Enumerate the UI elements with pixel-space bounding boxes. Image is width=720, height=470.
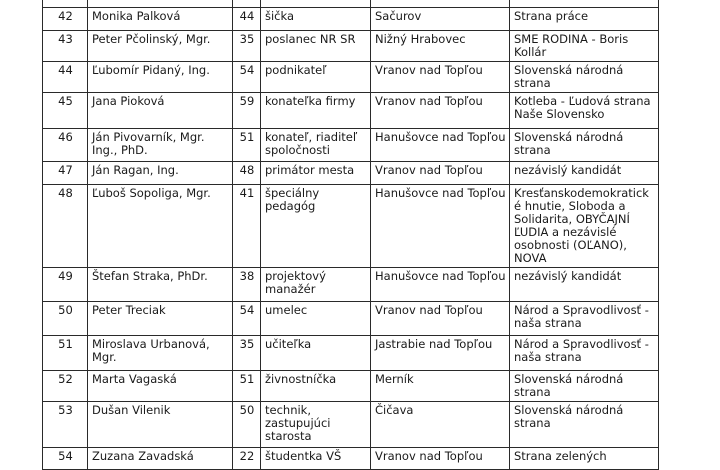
- candidate-age: 51: [233, 371, 261, 402]
- candidate-number: 49: [43, 268, 88, 302]
- candidate-number: 48: [43, 185, 88, 268]
- candidate-occupation: šička: [261, 8, 371, 31]
- table-row: [43, 62, 659, 93]
- candidate-residence: Hanušovce nad Topľou: [371, 129, 510, 162]
- candidate-number: 46: [43, 129, 88, 162]
- table-row: [43, 0, 659, 8]
- candidate-occupation: technik, zastupujúci starosta: [261, 402, 371, 448]
- candidate-name: Dušan Vilenik: [88, 402, 233, 448]
- candidate-occupation: poslanec NR SR: [261, 31, 371, 62]
- candidate-residence: Merník: [371, 371, 510, 402]
- candidate-party: Strana zelených: [510, 448, 659, 470]
- candidate-age: 48: [233, 162, 261, 185]
- candidate-name: Ján Pivovarník, Mgr. Ing., PhD.: [88, 129, 233, 162]
- table-row: [43, 185, 659, 268]
- candidate-name: Miroslava Urbanová, Mgr.: [88, 336, 233, 371]
- candidate-occupation: učiteľka: [261, 336, 371, 371]
- candidate-residence: Vranov nad Topľou: [371, 448, 510, 470]
- table-row: [43, 8, 659, 31]
- candidate-residence: [371, 0, 510, 8]
- candidate-name: Ľubomír Pidaný, Ing.: [88, 62, 233, 93]
- table-row: [43, 31, 659, 62]
- candidate-number: 50: [43, 302, 88, 336]
- table-row: [43, 162, 659, 185]
- table-row: [43, 336, 659, 371]
- candidate-number: 47: [43, 162, 88, 185]
- candidate-residence: Jastrabie nad Topľou: [371, 336, 510, 371]
- table-row: [43, 448, 659, 470]
- candidate-party: [510, 0, 659, 8]
- candidate-name: Ján Ragan, Ing.: [88, 162, 233, 185]
- candidate-occupation: špeciálny pedagóg: [261, 185, 371, 268]
- candidate-age: [233, 0, 261, 8]
- candidate-party: SME RODINA - Boris Kollár: [510, 31, 659, 62]
- candidate-age: 59: [233, 93, 261, 129]
- candidate-number: 44: [43, 62, 88, 93]
- candidate-name: Marta Vagaská: [88, 371, 233, 402]
- candidate-party: Národ a Spravodlivosť - naša strana: [510, 302, 659, 336]
- candidate-occupation: [261, 0, 371, 8]
- candidate-occupation: umelec: [261, 302, 371, 336]
- candidate-residence: Vranov nad Topľou: [371, 302, 510, 336]
- candidate-occupation: živnostníčka: [261, 371, 371, 402]
- candidate-name: [88, 0, 233, 8]
- candidate-occupation: projektový manažér: [261, 268, 371, 302]
- candidate-name: Jana Pioková: [88, 93, 233, 129]
- candidate-age: 54: [233, 62, 261, 93]
- candidate-number: 53: [43, 402, 88, 448]
- candidate-party: Slovenská národná strana: [510, 402, 659, 448]
- candidate-residence: Vranov nad Topľou: [371, 162, 510, 185]
- candidate-residence: Sačurov: [371, 8, 510, 31]
- candidate-age: 54: [233, 302, 261, 336]
- candidate-party: Strana práce: [510, 8, 659, 31]
- candidate-number: [43, 0, 88, 8]
- candidate-name: Peter Treciak: [88, 302, 233, 336]
- candidate-number: 42: [43, 8, 88, 31]
- candidate-name: Zuzana Zavadská: [88, 448, 233, 470]
- table-row: [43, 268, 659, 302]
- candidate-residence: Nižný Hrabovec: [371, 31, 510, 62]
- candidate-name: Monika Palková: [88, 8, 233, 31]
- table-row: [43, 302, 659, 336]
- candidate-name: Ľuboš Sopoliga, Mgr.: [88, 185, 233, 268]
- table-row: [43, 402, 659, 448]
- table-row: [43, 371, 659, 402]
- candidate-table-body: [43, 0, 659, 470]
- candidate-residence: Hanušovce nad Topľou: [371, 268, 510, 302]
- candidate-occupation: podnikateľ: [261, 62, 371, 93]
- candidate-party: Kotleba - Ľudová strana Naše Slovensko: [510, 93, 659, 129]
- candidate-number: 52: [43, 371, 88, 402]
- candidate-residence: Hanušovce nad Topľou: [371, 185, 510, 268]
- table-row: [43, 93, 659, 129]
- candidate-age: 41: [233, 185, 261, 268]
- candidate-number: 51: [43, 336, 88, 371]
- candidate-age: 50: [233, 402, 261, 448]
- candidate-number: 54: [43, 448, 88, 470]
- candidate-number: 43: [43, 31, 88, 62]
- candidate-age: 22: [233, 448, 261, 470]
- candidate-party: nezávislý kandidát: [510, 162, 659, 185]
- candidate-residence: Čičava: [371, 402, 510, 448]
- candidate-age: 35: [233, 336, 261, 371]
- candidate-age: 44: [233, 8, 261, 31]
- candidate-residence: Vranov nad Topľou: [371, 93, 510, 129]
- candidate-party: Kresťanskodemokratické hnutie, Sloboda a Solidarita, OBYČAJNÍ ĽUDIA a nezávislé osobnosti (OĽANO), NOVA: [510, 185, 659, 268]
- candidate-age: 35: [233, 31, 261, 62]
- candidate-occupation: študentka VŠ: [261, 448, 371, 470]
- candidate-name: Štefan Straka, PhDr.: [88, 268, 233, 302]
- candidate-party: Slovenská národná strana: [510, 129, 659, 162]
- candidate-party: Národ a Spravodlivosť - naša strana: [510, 336, 659, 371]
- candidate-table: [42, 0, 659, 470]
- table-row: [43, 129, 659, 162]
- candidate-residence: Vranov nad Topľou: [371, 62, 510, 93]
- candidate-party: Slovenská národná strana: [510, 371, 659, 402]
- candidate-name: Peter Pčolinský, Mgr.: [88, 31, 233, 62]
- candidate-occupation: primátor mesta: [261, 162, 371, 185]
- candidate-number: 45: [43, 93, 88, 129]
- candidate-age: 51: [233, 129, 261, 162]
- candidate-occupation: konateľka firmy: [261, 93, 371, 129]
- candidate-age: 38: [233, 268, 261, 302]
- candidate-party: nezávislý kandidát: [510, 268, 659, 302]
- candidate-occupation: konateľ, riaditeľ spoločnosti: [261, 129, 371, 162]
- candidate-party: Slovenská národná strana: [510, 62, 659, 93]
